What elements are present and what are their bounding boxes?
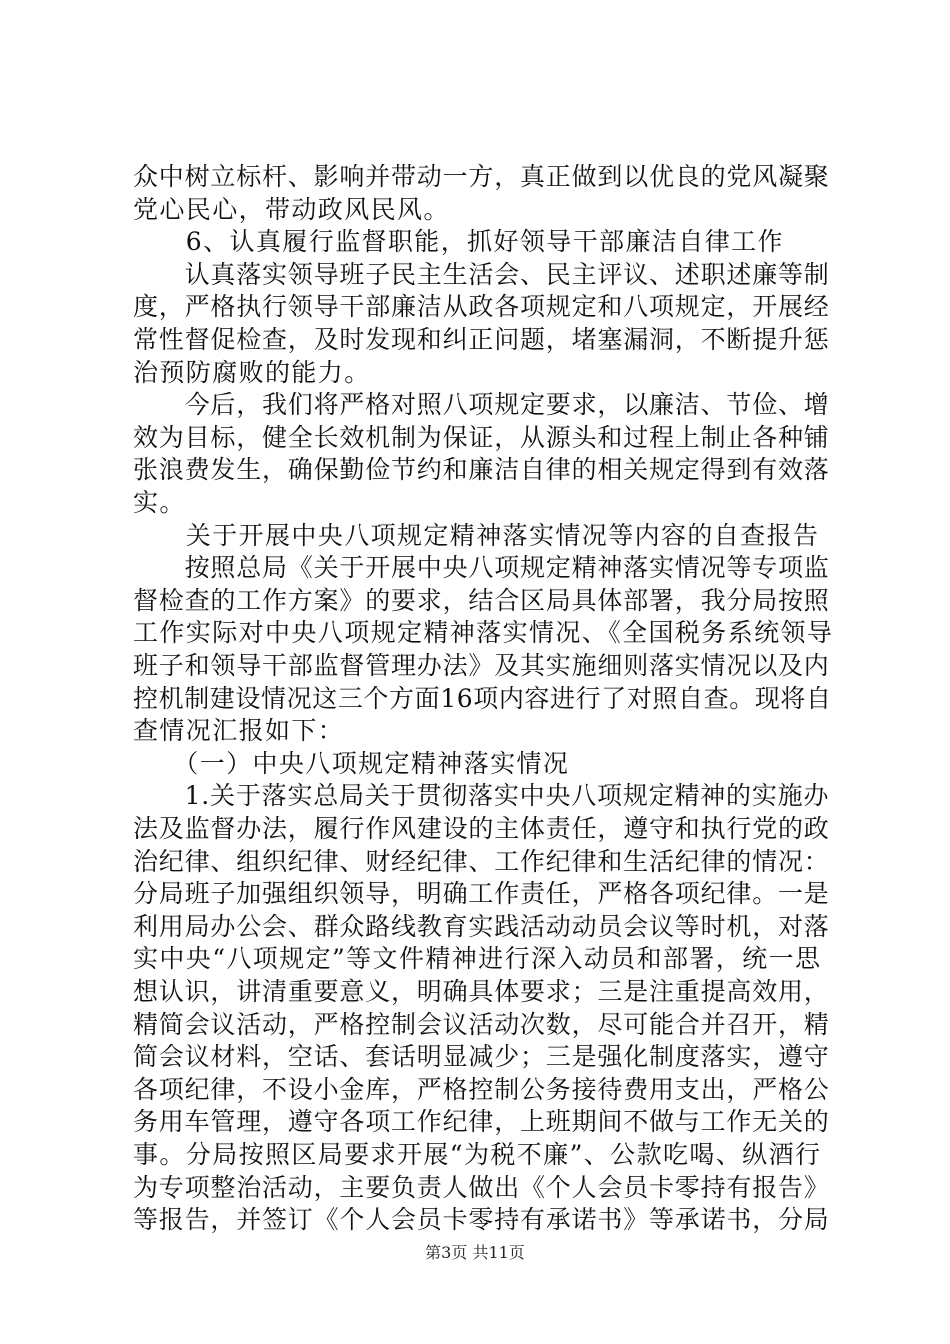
text-line: 关于开展中央八项规定精神落实情况等内容的自查报告 (133, 520, 820, 550)
page-footer: 第3页 共11页 (425, 1243, 525, 1262)
text-line: （一）中央八项规定精神落实情况 (133, 748, 570, 778)
text-line: 实。 (133, 488, 186, 517)
text-line: 班子和领导干部监督管理办法》及其实施细则落实情况以及内 (133, 651, 830, 680)
text-line: 利用局办公会、群众路线教育实践活动动员会议等时机，对落 (133, 911, 830, 941)
text-line: 督检查的工作方案》的要求，结合区局具体部署，我分局按照 (133, 585, 830, 615)
text-line: 事。分局按照区局要求开展“为税不廉”、公款吃喝、纵酒行 (133, 1140, 822, 1169)
text-line: 等报告，并签订《个人会员卡零持有承诺书》等承诺书，分局 (133, 1205, 830, 1235)
text-line: 张浪费发生，确保勤俭节约和廉洁自律的相关规定得到有效落 (133, 455, 830, 485)
text-line: 控机制建设情况这三个方面16项内容进行了对照自查。现将自 (133, 683, 832, 713)
text-line: 度，严格执行领导干部廉洁从政各项规定和八项规定，开展经 (133, 292, 830, 322)
text-line: 治预防腐败的能力。 (133, 357, 371, 387)
text-line: 6、认真履行监督职能，抓好领导干部廉洁自律工作 (133, 227, 784, 257)
text-line: 工作实际对中央八项规定精神落实情况、《全国税务系统领导 (133, 618, 834, 648)
text-line: 务用车管理，遵守各项工作纪律，上班期间不做与工作无关的 (133, 1107, 830, 1137)
text-line: 各项纪律，不设小金库，严格控制公务接待费用支出，严格公 (133, 1074, 830, 1104)
text-line: 想认识，讲清重要意义，明确具体要求；三是注重提高效用， (133, 977, 830, 1006)
text-line: 实中央“八项规定”等文件精神进行深入动员和部署，统一思 (133, 944, 822, 974)
text-line: 按照总局《关于开展中央八项规定精神落实情况等专项监 (133, 553, 830, 583)
text-line: 为专项整治活动，主要负责人做出《个人会员卡零持有报告》 (133, 1172, 830, 1202)
text-line: 1.关于落实总局关于贯彻落实中央八项规定精神的实施办 (133, 781, 830, 811)
text-line: 党心民心，带动政风民风。 (133, 194, 450, 224)
text-line: 认真落实领导班子民主生活会、民主评议、述职述廉等制 (133, 259, 830, 289)
text-line: 法及监督办法，履行作风建设的主体责任，遵守和执行党的政 (133, 814, 830, 843)
text-line: 分局班子加强组织领导，明确工作责任，严格各项纪律。一是 (133, 879, 830, 909)
text-line: 简会议材料，空话、套话明显减少；三是强化制度落实，遵守 (133, 1042, 830, 1072)
text-line: 今后，我们将严格对照八项规定要求，以廉洁、节俭、增 (133, 390, 830, 420)
text-line: 效为目标，健全长效机制为保证，从源头和过程上制止各种铺 (133, 422, 830, 452)
text-line: 众中树立标杆、影响并带动一方，真正做到以优良的党风凝聚 (133, 162, 830, 191)
text-line: 治纪律、组织纪律、财经纪律、工作纪律和生活纪律的情况： (133, 846, 830, 876)
text-line: 精简会议活动，严格控制会议活动次数，尽可能合并召开，精 (133, 1009, 830, 1039)
text-line: 常性督促检查，及时发现和纠正问题，堵塞漏洞，不断提升惩 (133, 325, 830, 354)
text-line: 查情况汇报如下： (133, 716, 345, 746)
